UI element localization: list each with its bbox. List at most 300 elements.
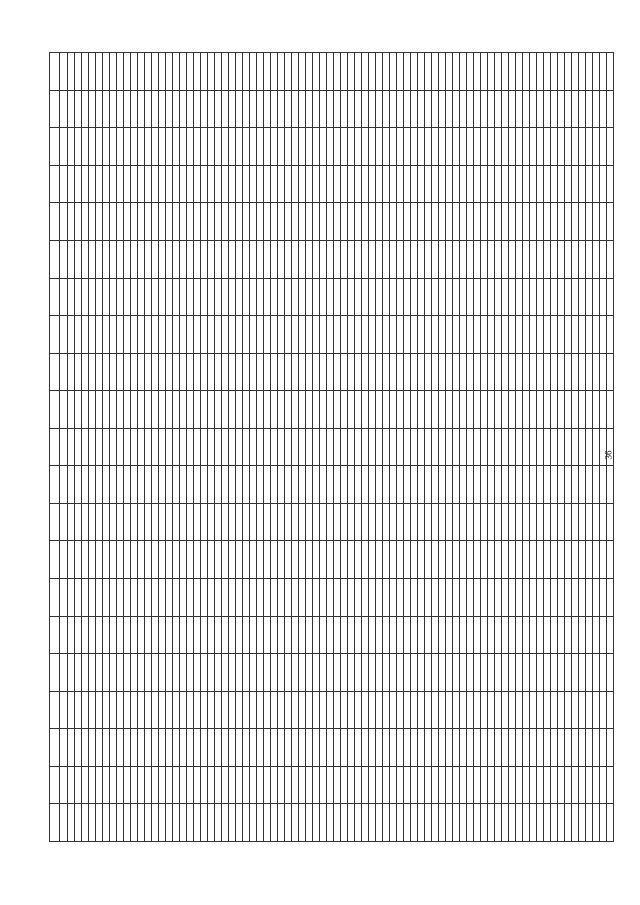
table-cell [579,541,586,579]
table-cell [537,278,544,316]
table-cell [159,729,166,767]
table-cell [173,391,180,429]
table-cell [488,654,495,692]
table-cell [565,165,572,203]
table-row [236,53,243,842]
table-cell [208,53,215,91]
table-cell [390,729,397,767]
table-cell [320,804,327,842]
table-cell [516,503,523,541]
table-cell [292,391,299,429]
table-row [474,53,481,842]
table-cell [68,503,75,541]
table-cell [327,391,334,429]
table-cell [138,428,145,466]
table-cell [516,353,523,391]
table-cell [152,316,159,354]
table-cell [60,654,68,692]
table-cell [474,579,481,617]
table-cell [376,53,383,91]
table-cell [446,53,453,91]
table-cell [285,579,292,617]
table-cell [215,616,222,654]
table-cell [530,654,537,692]
rotated-table-container [49,52,605,842]
table-cell [390,654,397,692]
table-cell [194,503,201,541]
table-cell [103,766,110,804]
table-cell [243,729,250,767]
table-cell [516,428,523,466]
table-cell [537,90,544,128]
table-cell [201,53,208,91]
table-cell [579,503,586,541]
table-row [432,53,439,842]
table-cell [278,203,285,241]
table-cell [152,165,159,203]
table-cell [334,53,341,91]
table-cell [355,766,362,804]
table-cell [173,503,180,541]
table-cell [110,128,117,166]
table-cell [60,128,68,166]
table-cell [495,391,502,429]
table-cell [187,579,194,617]
table-cell [432,428,439,466]
table-cell [327,804,334,842]
table-cell [383,353,390,391]
table-cell [243,503,250,541]
table-cell [327,278,334,316]
table-cell [516,391,523,429]
table-cell [285,691,292,729]
table-cell [502,128,509,166]
table-cell [530,316,537,354]
table-cell [166,316,173,354]
table-cell [187,353,194,391]
table-cell [390,90,397,128]
table-cell [565,53,572,91]
table-cell [593,729,600,767]
table-cell [600,541,607,579]
table-cell [607,90,614,128]
table-cell [488,53,495,91]
table-cell [558,165,565,203]
table-cell [292,616,299,654]
table-cell [89,353,96,391]
table-cell [236,90,243,128]
table-cell [180,90,187,128]
table-cell [348,766,355,804]
table-cell [404,428,411,466]
table-cell [439,428,446,466]
table-cell [222,128,229,166]
table-cell [453,804,460,842]
table-cell [481,804,488,842]
table-cell [68,316,75,354]
table-row [481,53,488,842]
table-cell [271,804,278,842]
table-cell [481,766,488,804]
table-row [418,53,425,842]
table-row [103,53,110,842]
table-cell [236,128,243,166]
table-cell [173,316,180,354]
table-cell [180,541,187,579]
table-cell [579,165,586,203]
table-cell [516,766,523,804]
table-cell [369,579,376,617]
table-cell [194,90,201,128]
table-cell [341,804,348,842]
table-cell [327,203,334,241]
table-row [579,53,586,842]
table-cell [467,616,474,654]
table-cell [320,53,327,91]
table-cell [201,691,208,729]
table-cell [600,316,607,354]
table-cell [173,616,180,654]
table-cell [439,53,446,91]
table-cell [586,654,593,692]
table-cell [341,241,348,279]
table-cell [523,616,530,654]
table-cell [404,503,411,541]
table-cell [474,241,481,279]
table-cell [327,241,334,279]
table-cell [509,316,516,354]
table-cell [383,466,390,504]
table-cell [278,691,285,729]
table-cell [236,241,243,279]
table-cell [558,691,565,729]
table-cell [418,203,425,241]
table-cell [96,766,103,804]
table-cell [460,691,467,729]
table-cell [404,691,411,729]
table-cell [299,203,306,241]
table-cell [75,128,82,166]
table-cell [607,654,614,692]
table-cell [278,53,285,91]
table-cell [299,579,306,617]
table-cell [390,165,397,203]
table-cell [201,128,208,166]
table-cell [138,391,145,429]
table-cell [572,128,579,166]
table-cell [299,691,306,729]
table-cell [285,353,292,391]
table-cell [544,278,551,316]
table-cell [306,278,313,316]
table-cell [516,90,523,128]
table-cell [313,278,320,316]
table-cell [544,804,551,842]
table-cell [537,241,544,279]
table-cell [110,428,117,466]
table-cell [432,691,439,729]
table-cell [285,278,292,316]
table-cell [264,241,271,279]
table-cell [355,579,362,617]
table-cell [313,804,320,842]
table-cell [558,353,565,391]
table-cell [586,90,593,128]
table-cell [271,616,278,654]
table-cell [131,428,138,466]
table-cell [544,316,551,354]
table-cell [376,428,383,466]
table-cell [362,53,369,91]
table-cell [530,766,537,804]
table-cell [460,391,467,429]
table-cell [432,203,439,241]
table-row [60,53,68,842]
table-cell [131,53,138,91]
table-cell [432,391,439,429]
table-cell [50,165,60,203]
table-cell [453,541,460,579]
table-cell [474,766,481,804]
table-cell [131,691,138,729]
table-cell [579,353,586,391]
table-cell [551,203,558,241]
table-row [523,53,530,842]
table-cell [467,729,474,767]
table-cell [474,804,481,842]
table-cell [411,241,418,279]
table-cell [159,165,166,203]
table-cell [82,804,89,842]
table-cell [425,729,432,767]
table-cell [467,278,474,316]
table-row [467,53,474,842]
table-cell [103,729,110,767]
table-cell [75,616,82,654]
table-cell [425,616,432,654]
table-cell [264,729,271,767]
table-cell [152,691,159,729]
table-cell [460,466,467,504]
table-cell [453,241,460,279]
table-cell [257,165,264,203]
table-cell [306,729,313,767]
table-cell [551,616,558,654]
table-cell [229,766,236,804]
table-cell [481,391,488,429]
table-cell [60,766,68,804]
table-cell [215,541,222,579]
table-cell [194,278,201,316]
table-cell [60,541,68,579]
table-cell [579,203,586,241]
table-cell [425,128,432,166]
table-cell [586,53,593,91]
table-cell [292,53,299,91]
table-cell [572,316,579,354]
table-cell [397,466,404,504]
table-cell [215,128,222,166]
table-cell [537,691,544,729]
table-cell [124,128,131,166]
table-cell [607,316,614,354]
table-cell [376,654,383,692]
table-cell [96,503,103,541]
table-cell [509,128,516,166]
table-cell [257,766,264,804]
table-cell [152,241,159,279]
table-cell [572,616,579,654]
table-cell [201,729,208,767]
table-cell [173,766,180,804]
table-cell [264,316,271,354]
table-cell [390,353,397,391]
table-cell [159,128,166,166]
table-row [313,53,320,842]
table-cell [397,503,404,541]
table-cell [425,428,432,466]
table-cell [516,729,523,767]
table-cell [250,541,257,579]
table-cell [537,316,544,354]
table-cell [124,278,131,316]
table-row [50,53,60,842]
table-cell [383,165,390,203]
table-cell [50,579,60,617]
table-cell [278,766,285,804]
table-cell [68,766,75,804]
table-cell [138,804,145,842]
table-cell [264,616,271,654]
table-cell [313,503,320,541]
table-cell [222,278,229,316]
table-cell [537,428,544,466]
table-cell [278,353,285,391]
table-cell [250,316,257,354]
table-cell [495,503,502,541]
table-cell [404,203,411,241]
table-cell [530,278,537,316]
table-cell [397,203,404,241]
table-cell [236,541,243,579]
table-cell [523,466,530,504]
table-cell [257,316,264,354]
table-cell [327,428,334,466]
table-cell [530,203,537,241]
table-cell [537,654,544,692]
table-cell [418,316,425,354]
table-cell [467,128,474,166]
table-cell [362,316,369,354]
table-cell [334,241,341,279]
table-cell [446,616,453,654]
table-cell [306,203,313,241]
table-cell [278,541,285,579]
table-row [187,53,194,842]
table-cell [60,241,68,279]
table-cell [103,316,110,354]
table-cell [117,391,124,429]
table-cell [586,278,593,316]
table-cell [222,766,229,804]
table-cell [411,128,418,166]
table-cell [355,428,362,466]
table-cell [488,165,495,203]
table-cell [138,766,145,804]
table-cell [117,579,124,617]
table-cell [383,691,390,729]
table-cell [460,428,467,466]
table-row [334,53,341,842]
table-cell [103,428,110,466]
table-row [208,53,215,842]
table-cell [180,503,187,541]
table-cell [110,203,117,241]
table-cell [537,579,544,617]
table-cell [96,804,103,842]
table-cell [278,391,285,429]
table-cell [502,804,509,842]
table-cell [537,766,544,804]
table-cell [201,766,208,804]
table-cell [236,316,243,354]
table-row [285,53,292,842]
table-cell [68,278,75,316]
table-cell [607,466,614,504]
table-cell [194,165,201,203]
table-cell [271,353,278,391]
table-cell [460,804,467,842]
table-cell [586,203,593,241]
table-cell [502,466,509,504]
table-cell [348,579,355,617]
table-cell [313,90,320,128]
table-cell [180,616,187,654]
table-cell [208,165,215,203]
table-cell [50,316,60,354]
table-cell [432,278,439,316]
table-cell [306,128,313,166]
table-cell [586,804,593,842]
table-cell [138,503,145,541]
table-cell [103,654,110,692]
table-cell [250,804,257,842]
table-cell [145,165,152,203]
table-cell [257,353,264,391]
table-row [348,53,355,842]
table-cell [348,316,355,354]
table-cell [110,165,117,203]
table-cell [124,241,131,279]
table-cell [173,579,180,617]
table-cell [607,766,614,804]
table-cell [180,203,187,241]
table-cell [600,165,607,203]
table-cell [579,316,586,354]
table-cell [201,428,208,466]
table-cell [558,616,565,654]
table-row [565,53,572,842]
table-cell [558,128,565,166]
table-cell [558,90,565,128]
table-cell [572,391,579,429]
table-cell [271,766,278,804]
table-cell [474,616,481,654]
table-cell [348,353,355,391]
table-cell [516,278,523,316]
table-cell [530,241,537,279]
table-cell [194,391,201,429]
